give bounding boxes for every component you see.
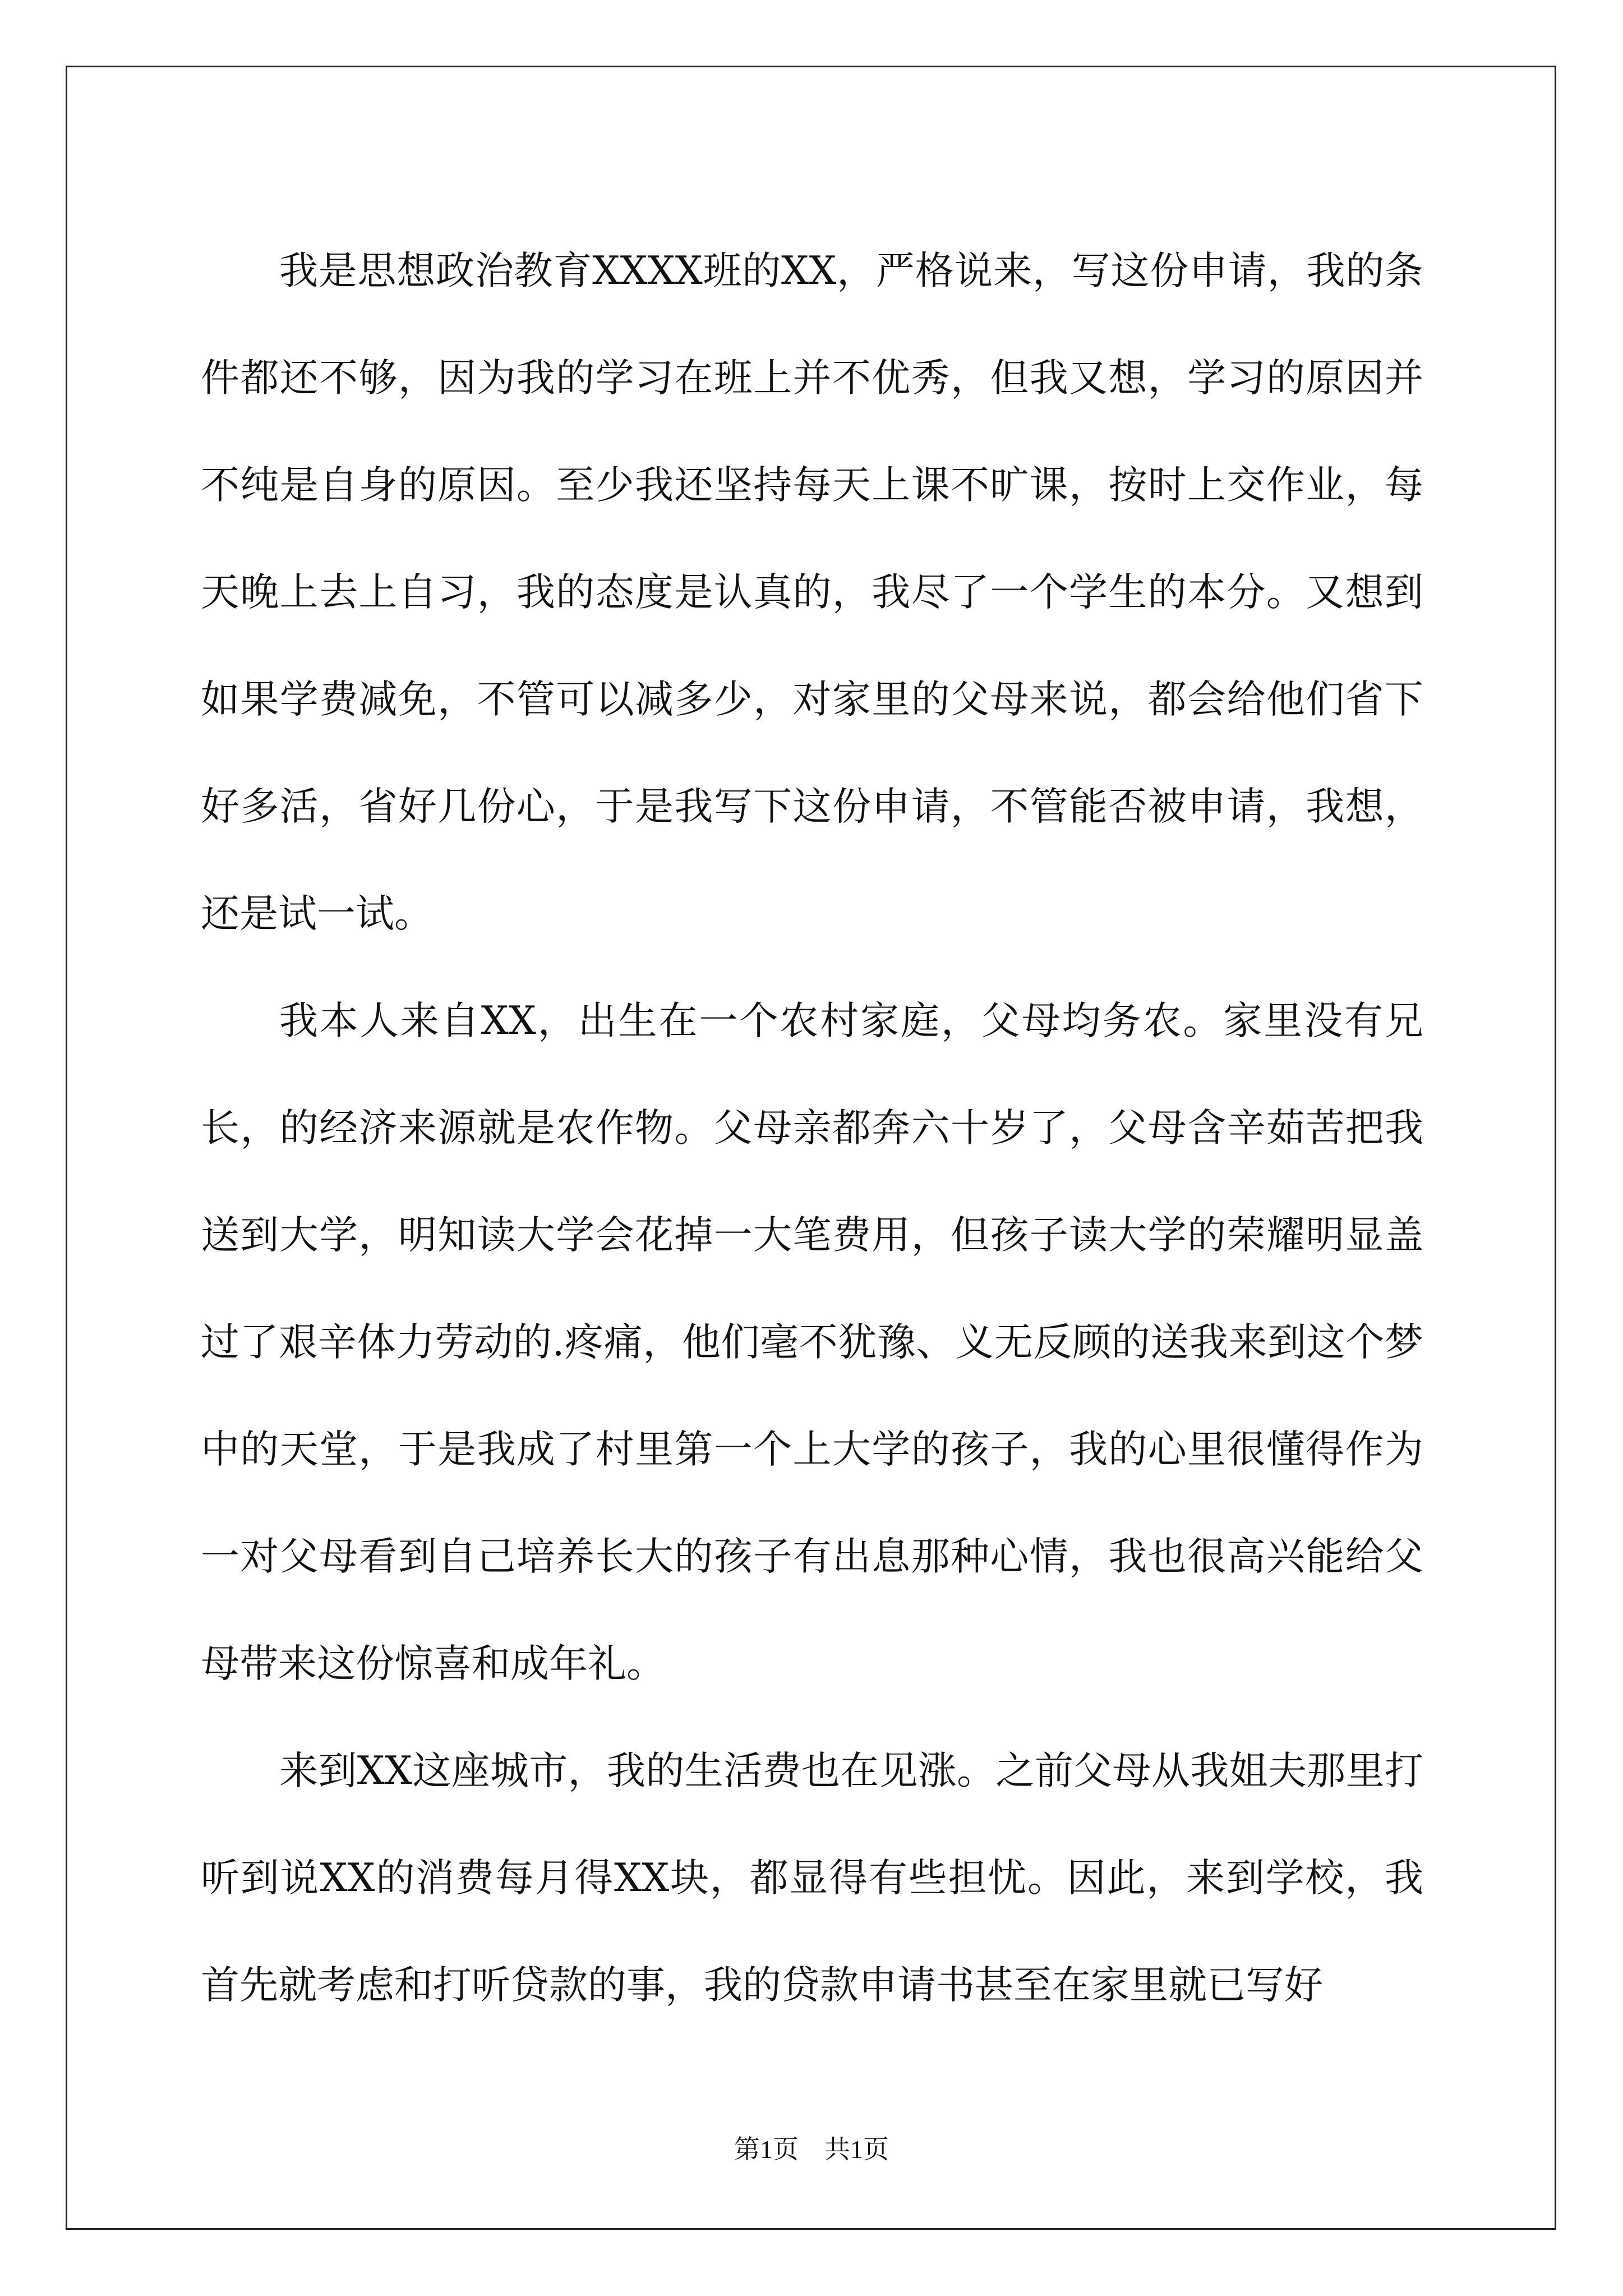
paragraph-2: 我本人来自XX，出生在一个农村家庭，父母均务农。家里没有兄长，的经济来源就是农作物。父母亲都奔六十岁了，父母含辛茹苦把我送到大学，明知读大学会花掉一大笔费用，但孩子读大学的荣耀明显盖过了艰辛体力劳动的.疼痛，他们毫不犹豫、义无反顾的送我来到这个梦中的天堂，于是我成了村里第一个上大学的孩子，我的心里很懂得作为一对父母看到自己培养长大的孩子有出息那种心情，我也很高兴能给父母带来这份惊喜和成年礼。 [201, 999, 1423, 1686]
document-body [201, 218, 1423, 2039]
page-footer: 第1页 共1页 [734, 2135, 889, 2164]
paragraph-3: 来到XX这座城市，我的生活费也在见涨。之前父母从我姐夫那里打听到说XX的消费每月得XX块，都显得有些担忧。因此，来到学校，我首先就考虑和打听贷款的事，我的贷款申请书甚至在家里就已写好 [201, 1749, 1423, 2008]
paragraph-1: 我是思想政治教育XXXX班的XX，严格说来，写这份申请，我的条件都还不够，因为我的学习在班上并不优秀，但我又想，学习的原因并不纯是自身的原因。至少我还坚持每天上课不旷课，按时上交作业，每天晚上去上自习，我的态度是认真的，我尽了一个学生的本分。又想到如果学费减免，不管可以减多少，对家里的父母来说，都会给他们省下好多活，省好几份心，于是我写下这份申请，不管能否被申请，我想，还是试一试。 [201, 249, 1423, 936]
